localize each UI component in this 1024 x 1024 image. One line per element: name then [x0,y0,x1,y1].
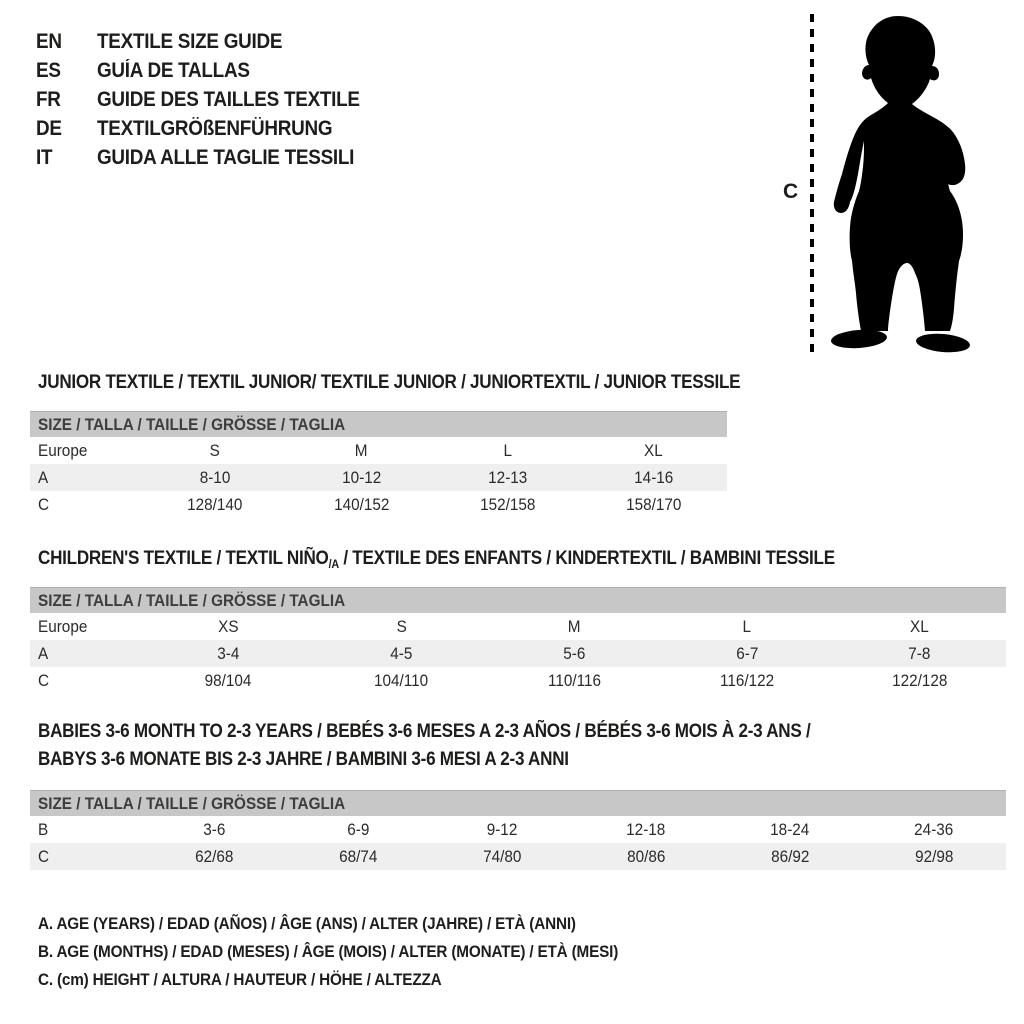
height-cell: 116/122 [719,670,774,690]
language-title: GUÍA DE TALLAS [97,58,250,82]
row-label: A [38,643,49,663]
table-row [30,464,727,491]
language-row-it [36,143,389,172]
height-cell: 74/80 [482,846,522,866]
size-cell: XL [910,616,929,636]
table-row [30,667,1006,694]
language-row-es [36,56,389,85]
junior-size-table [30,411,727,518]
row-label: B [38,819,49,839]
row-label: A [38,467,49,487]
size-cell: XS [218,616,239,636]
height-cell: 86/92 [770,846,810,866]
junior-section-heading: JUNIOR TEXTILE / TEXTIL JUNIOR/ TEXTILE JUNIOR / JUNIORTEXTIL / JUNIOR TESSILE [38,372,741,393]
height-cell: 152/158 [479,494,536,514]
size-cell: L [742,616,752,636]
note-height-cm: C. (cm) HEIGHT / ALTURA / HAUTEUR / HÖHE / ALTEZZA [38,970,442,989]
toddler-figure [775,8,1015,360]
height-cell: 158/170 [626,494,682,514]
age-cell: 8-10 [199,467,231,487]
table-row [30,491,727,518]
table-row [30,816,1006,843]
children-section-heading: CHILDREN'S TEXTILE / TEXTIL $NIÑO_{/A}$ / TEXTILE DES ENFANTS / KINDERTEXTIL / BAMBINI TESSILE [38,548,835,571]
age-cell: 9-12 [486,819,518,839]
table-row [30,437,727,464]
height-cell: 80/86 [626,846,666,866]
age-cell: 18-24 [770,819,810,839]
age-cell: 3-6 [202,819,226,839]
height-cell: 140/152 [333,494,390,514]
legend-notes [38,910,683,994]
row-label: C [38,670,50,690]
babies-size-header-bar: SIZE / TALLA / TAILLE / GRÖSSE / TAGLIA [30,790,1006,816]
height-cell: 98/104 [204,670,252,690]
table-row [30,640,1006,667]
age-cell: 24-36 [914,819,954,839]
age-cell: 3-4 [217,643,240,663]
age-cell: 7-8 [908,643,931,663]
size-cell: L [503,440,512,460]
height-cell: 68/74 [338,846,378,866]
junior-size-header-bar: SIZE / TALLA / TAILLE / GRÖSSE / TAGLIA [30,411,727,437]
height-cell: 110/116 [547,670,601,690]
age-cell: 12-18 [626,819,666,839]
age-cell: 10-12 [341,467,381,487]
age-cell: 6-9 [346,819,370,839]
size-cell: S [210,440,221,460]
language-title: TEXTILE SIZE GUIDE [97,29,283,53]
language-title: GUIDE DES TAILLES TEXTILE [97,87,360,111]
children-size-table [30,587,1006,694]
language-code: DE [36,116,62,140]
language-title: GUIDA ALLE TAGLIE TESSILI [97,145,355,169]
language-code: IT [36,145,53,169]
age-cell: 4-5 [390,643,413,663]
age-cell: 14-16 [634,467,674,487]
language-code: EN [36,29,62,53]
height-cell: 62/68 [194,846,234,866]
height-cell: 92/98 [914,846,954,866]
babies-size-table [30,790,1006,870]
size-cell: XL [644,440,664,460]
height-dashed-line [810,14,814,356]
table-row [30,843,1006,870]
table-row [30,613,1006,640]
toddler-silhouette-icon [828,12,973,356]
size-cell: S [396,616,407,636]
language-code: FR [36,87,61,111]
height-cell: 104/110 [374,670,429,690]
language-row-en [36,27,389,56]
age-cell: 5-6 [562,643,586,663]
height-cell: 122/128 [891,670,948,690]
height-cell: 128/140 [187,494,243,514]
note-age-months: B. AGE (MONTHS) / EDAD (MESES) / ÂGE (MOIS) / ALTER (MONATE) / ETÀ (MESI) [38,942,619,961]
age-cell: 6-7 [735,643,758,663]
children-size-header-bar: SIZE / TALLA / TAILLE / GRÖSSE / TAGLIA [30,587,1006,613]
age-cell: 12-13 [488,467,528,487]
size-cell: M [567,616,581,636]
language-row-fr [36,85,389,114]
language-title: TEXTILGRÖßENFÜHRUNG [97,116,333,140]
nino-a-subscript: /A [328,557,339,571]
language-row-de [36,114,389,143]
row-label: C [38,494,50,514]
size-cell: M [354,440,368,460]
row-label: Europe [38,440,88,460]
language-code: ES [36,58,61,82]
babies-section-heading: BABIES 3-6 MONTH TO 2-3 YEARS / BEBÉS 3-6 MESES A 2-3 AÑOS / BÉBÉS 3-6 MOIS À 2-3 ANS / BABYS 3-6 MONATE BIS 2-3 JAHRE / BAMBINI 3-6 MESI A 2-3 ANNI [38,721,811,770]
note-age-years: A. AGE (YEARS) / EDAD (AÑOS) / ÂGE (ANS) / ALTER (JAHRE) / ETÀ (ANNI) [38,914,576,933]
row-label: Europe [38,616,88,636]
row-label: C [38,846,50,866]
language-list [36,27,389,172]
height-measure-label: C [783,180,799,203]
